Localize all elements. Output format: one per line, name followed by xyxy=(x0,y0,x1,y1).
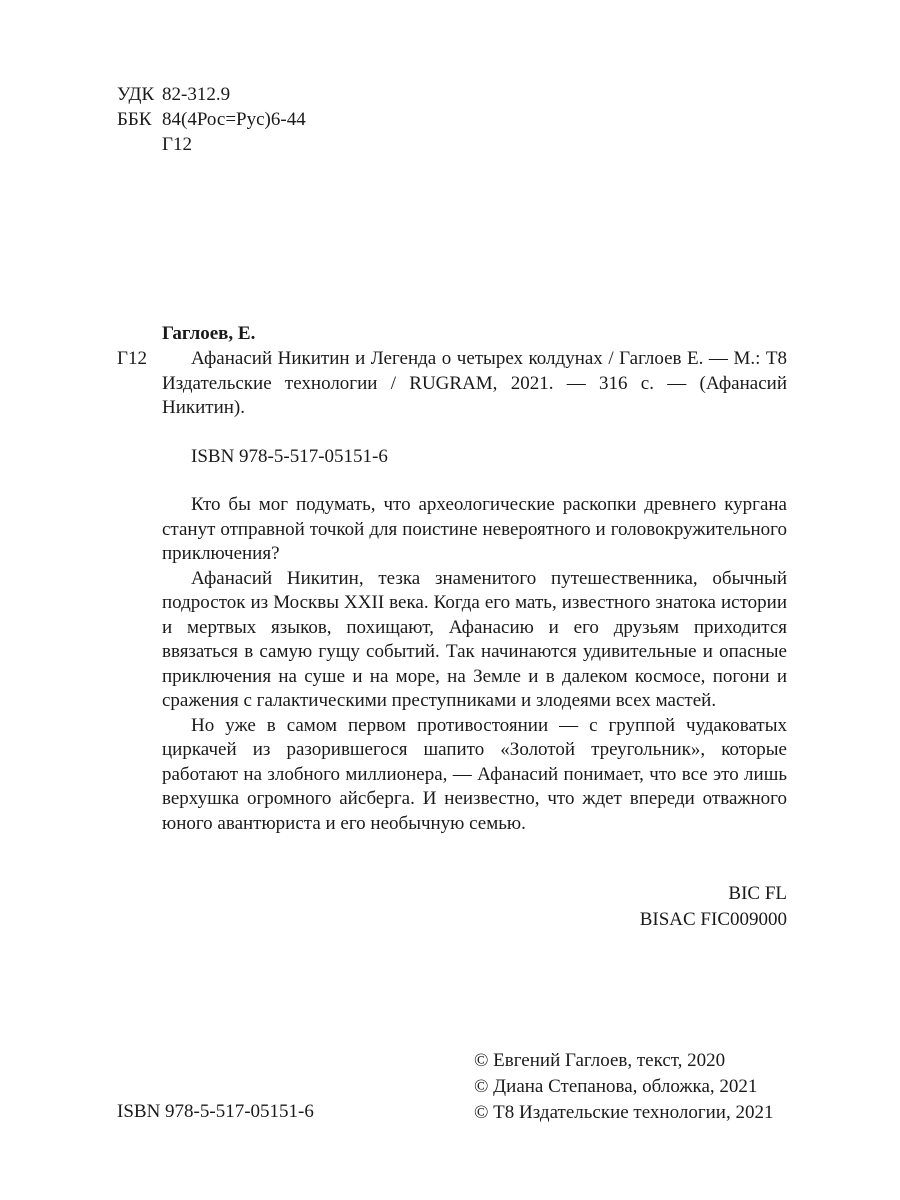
copyright-block xyxy=(474,1048,773,1126)
footer-isbn: ISBN 978-5-517-05151-6 xyxy=(117,1101,314,1122)
bbk-label: ББК xyxy=(117,109,152,130)
subject-codes xyxy=(640,881,787,933)
udk-row xyxy=(117,83,230,108)
bbk-row xyxy=(117,108,306,133)
book-author: Гаглоев, Е. xyxy=(162,323,256,344)
isbn-record: ISBN 978-5-517-05151-6 xyxy=(191,446,388,467)
annotation-paragraph: Кто бы мог подумать, что археологические раскопки древнего кургана станут отправной точкой для поистине невероятного и головокружительного приключения? xyxy=(162,494,787,564)
annotation xyxy=(162,493,787,836)
udk-value: 82-312.9 xyxy=(162,84,231,105)
publisher-copyright: © Т8 Издательские технологии, 2021 xyxy=(474,1102,774,1123)
author-mark: Г12 xyxy=(162,134,192,155)
bibliographic-description: Афанасий Никитин и Легенда о четырех колдунах / Гаглоев Е. — М.: Т8 Издательские технологии / RUGRAM, 2021. — 316 с. — (Афанасий Никитин). xyxy=(162,348,787,418)
bbk-value: 84(4Рос=Рус)6-44 xyxy=(162,109,306,130)
bisac-code: BISAC FIC009000 xyxy=(639,909,787,930)
text-copyright: © Евгений Гаглоев, текст, 2020 xyxy=(474,1050,726,1071)
udk-label: УДК xyxy=(117,84,155,105)
annotation-paragraph: Но уже в самом первом противостоянии — с группой чудаковатых циркачей из разорившегося шапито «Золотой треугольник», которые работают на злобного миллионера, — Афанасий понимает, что все это лишь верхушка огромного айсберга. И неизвестно, что ждет впереди отважного юного авантюриста и его необычную семью. xyxy=(162,714,787,834)
author-mark-row xyxy=(117,133,192,158)
side-author-mark: Г12 xyxy=(117,348,147,369)
annotation-paragraph: Афанасий Никитин, тезка знаменитого путешественника, обычный подросток из Москвы XXII века. Когда его мать, известного знатока истории и мертвых языков, похищают, Афанасию и его друзьям приходится ввязаться в самую гущу событий. Так начинаются удивительные и опасные приключения на суше и на море, на Земле и в далеком космосе, погони и сражения с галактическими преступниками и злодеями всех мастей. xyxy=(162,567,787,711)
cover-copyright: © Диана Степанова, обложка, 2021 xyxy=(474,1076,758,1097)
bic-code: BIC FL xyxy=(728,883,787,904)
